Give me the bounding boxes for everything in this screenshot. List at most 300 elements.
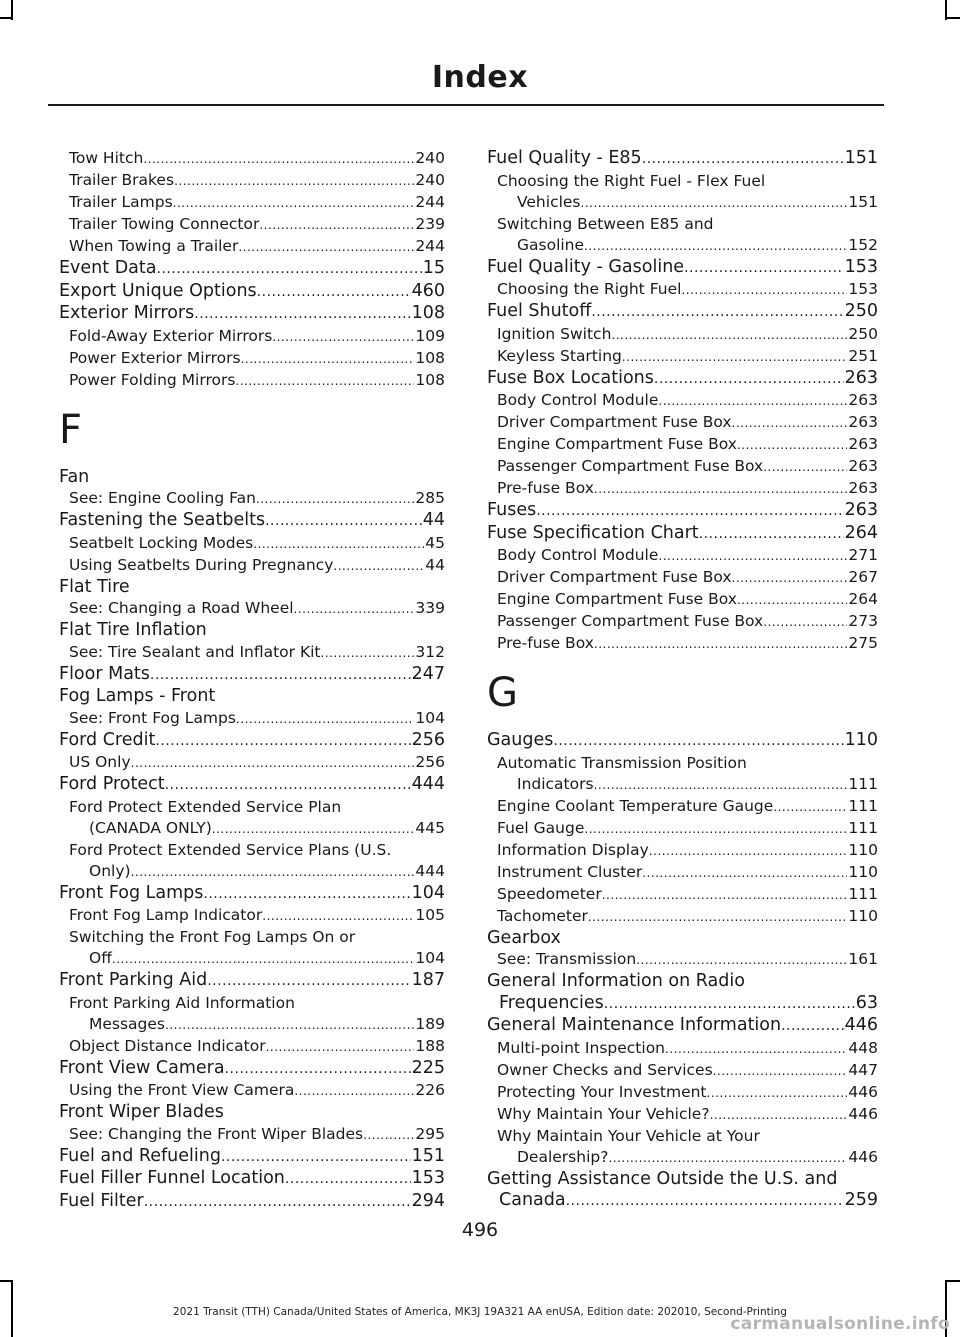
entry-page: 104 (411, 882, 445, 903)
entry-text: Engine Compartment Fuse Box (497, 590, 737, 608)
dot-leader (236, 708, 414, 730)
index-entry (487, 257, 878, 280)
page-number: 496 (461, 1219, 499, 1241)
index-subentry-continued (59, 818, 445, 840)
index-subentry (487, 346, 878, 368)
index-subentry (487, 456, 878, 478)
dot-leader (591, 301, 843, 324)
dot-leader (221, 1146, 411, 1169)
crop-mark (945, 1280, 960, 1282)
entry-text: Using the Front View Camera (69, 1081, 295, 1099)
entry-page: 250 (848, 324, 878, 343)
entry-text: Fuses (487, 500, 537, 520)
dot-leader (699, 523, 844, 546)
index-subentry-continued (487, 774, 878, 796)
entry-page: 104 (415, 949, 445, 967)
entry-page: 447 (848, 1060, 878, 1079)
entry-page: 256 (415, 753, 445, 771)
dot-leader (207, 970, 410, 993)
dot-leader (622, 346, 848, 368)
index-subentry (487, 884, 878, 906)
index-subentry (59, 1080, 445, 1102)
entry-page: 295 (415, 1124, 445, 1143)
entry-page: 44 (422, 510, 445, 530)
entry-page: 247 (411, 663, 445, 684)
entry-text: Engine Coolant Temperature Gauge (497, 796, 774, 815)
index-subentry: Ford Protect Extended Service Plan (69, 797, 342, 816)
index-entry (59, 730, 445, 753)
entry-page: 263 (844, 500, 878, 520)
entry-page: 444 (411, 774, 445, 794)
entry-page: 264 (848, 590, 878, 608)
entry-text: Driver Compartment Fuse Box (497, 413, 732, 431)
dot-leader (594, 633, 848, 655)
dot-leader (173, 192, 415, 214)
index-entry (59, 1146, 445, 1169)
index-subentry (59, 642, 445, 664)
crop-mark (0, 1280, 13, 1282)
entry-text: Tow Hitch (69, 149, 144, 167)
index-subentry (59, 192, 445, 214)
dot-leader (112, 948, 415, 970)
dot-leader (150, 664, 411, 687)
dot-leader (259, 214, 414, 236)
entry-text: Gasoline (517, 235, 585, 254)
entry-text: Choosing the Right Fuel (497, 280, 682, 298)
entry-text: Floor Mats (59, 663, 150, 684)
entry-text: General Maintenance Information (487, 1015, 782, 1035)
dot-leader (285, 1168, 411, 1191)
entry-text: See: Transmission (497, 950, 637, 968)
entry-text: Power Folding Mirrors (69, 370, 236, 389)
entry-text: Vehicles (517, 192, 581, 211)
entry-text: Engine Compartment Fuse Box (497, 435, 737, 453)
dot-leader (321, 642, 415, 664)
entry-page: 244 (415, 193, 445, 211)
entry-page: 110 (848, 840, 878, 859)
entry-text: See: Engine Cooling Fan (69, 489, 256, 507)
entry-text: Ford Protect (59, 774, 165, 794)
section-letter: G (487, 670, 518, 716)
index-entry: Getting Assistance Outside the U.S. and (487, 1168, 838, 1189)
dot-leader (665, 1038, 847, 1060)
entry-page: 263 (844, 367, 878, 388)
index-subentry: Switching Between E85 and (497, 214, 714, 233)
entry-text: Only) (89, 861, 131, 880)
index-subentry (487, 1104, 878, 1126)
entry-text: Using Seatbelts During Pregnancy (69, 555, 334, 574)
dot-leader (611, 324, 847, 346)
entry-text: See: Changing a Road Wheel (69, 599, 294, 617)
index-subentry: Why Maintain Your Vehicle at Your (497, 1126, 760, 1145)
index-subentry-continued (487, 192, 878, 214)
index-subentry (487, 434, 878, 456)
entry-page: 152 (848, 235, 878, 254)
entry-page: 105 (415, 906, 445, 924)
index-subentry (59, 170, 445, 192)
index-entry-continued (487, 1190, 878, 1213)
entry-page: 44 (425, 555, 445, 574)
entry-text: Canada (499, 1190, 566, 1210)
entry-text: Fuel Quality - Gasoline (487, 256, 685, 277)
dot-leader (294, 1080, 414, 1102)
dot-leader (156, 258, 421, 281)
entry-text: Frequencies (499, 992, 604, 1013)
index-subentry (487, 545, 878, 567)
entry-text: Tachometer (497, 906, 588, 925)
index-heading: Fan (59, 466, 90, 487)
entry-page: 251 (848, 346, 878, 365)
index-subentry (487, 589, 878, 611)
index-heading: Flat Tire (59, 576, 130, 597)
entry-page: 111 (848, 818, 878, 837)
entry-text: Seatbelt Locking Modes (69, 533, 254, 552)
entry-text: Indicators (517, 774, 594, 793)
entry-text: (CANADA ONLY) (89, 818, 212, 837)
dot-leader (238, 236, 414, 258)
index-subentry (59, 1124, 445, 1146)
index-subentry (487, 1038, 878, 1060)
entry-text: Passenger Compartment Fuse Box (497, 612, 764, 630)
entry-page: 446 (848, 1104, 878, 1123)
index-subentry (59, 1036, 445, 1058)
entry-page: 109 (415, 326, 445, 345)
index-subentry (487, 633, 878, 655)
entry-page: 285 (415, 489, 445, 507)
entry-text: Messages (89, 1014, 166, 1033)
index-entry (59, 883, 445, 906)
entry-page: 273 (848, 612, 878, 630)
dot-leader (773, 796, 847, 818)
index-subentry (487, 840, 878, 862)
entry-page: 110 (848, 862, 878, 881)
entry-page: 460 (411, 280, 445, 301)
dot-leader (294, 598, 415, 620)
dot-leader (684, 257, 844, 280)
index-subentry (487, 390, 878, 412)
index-entry (59, 774, 445, 797)
entry-page: 446 (848, 1082, 878, 1101)
entry-page: 108 (415, 370, 445, 389)
entry-page: 110 (844, 730, 878, 750)
index-subentry: Switching the Front Fog Lamps On or (69, 928, 356, 946)
entry-text: Body Control Module (497, 391, 659, 409)
entry-page: 256 (411, 729, 445, 750)
index-subentry (59, 370, 445, 392)
section-letter: F (59, 406, 83, 453)
dot-leader (602, 884, 848, 906)
dot-leader (584, 818, 847, 840)
index-subentry (487, 324, 878, 346)
index-entry: General Information on Radio (487, 971, 745, 991)
entry-text: Why Maintain Your Vehicle? (497, 1104, 710, 1123)
index-subentry (59, 905, 445, 927)
entry-page: 111 (848, 796, 878, 815)
index-subentry (59, 236, 445, 258)
entry-text: Fold-Away Exterior Mirrors (69, 326, 273, 345)
entry-text: Front Fog Lamps (59, 882, 204, 903)
entry-text: Body Control Module (497, 546, 659, 564)
dot-leader (649, 840, 848, 862)
dot-leader (658, 545, 847, 567)
entry-page: 108 (411, 303, 445, 323)
index-entry (59, 664, 445, 687)
header-rule (48, 104, 884, 106)
entry-text: Gauges (487, 730, 554, 750)
edition-footer: 2021 Transit (TTH) Canada/United States of America, MK3J 19A321 AA enUSA, Edition date: 202010, Second-Printing (173, 1306, 787, 1318)
entry-text: Object Distance Indicator (69, 1036, 266, 1055)
entry-text: When Towing a Trailer (69, 237, 239, 255)
dot-leader (131, 861, 415, 883)
dot-leader (608, 1147, 847, 1169)
entry-text: Event Data (59, 258, 157, 278)
dot-leader (658, 390, 847, 412)
index-subentry (59, 555, 445, 577)
index-subentry-continued (59, 861, 445, 883)
entry-text: Pre-fuse Box (497, 634, 594, 652)
index-subentry (487, 478, 878, 500)
dot-leader (174, 170, 414, 192)
index-subentry: Ford Protect Extended Service Plans (U.S. (69, 840, 392, 859)
dot-leader (581, 192, 848, 214)
entry-text: Fuse Specification Chart (487, 522, 699, 543)
index-subentry (59, 488, 445, 510)
entry-text: Exterior Mirrors (59, 303, 195, 323)
entry-text: Trailer Lamps (69, 193, 173, 211)
entry-text: Front Parking Aid (59, 970, 208, 990)
index-subentry: Automatic Transmission Position (497, 753, 747, 772)
index-subentry (59, 326, 445, 348)
entry-text: Fuel Filler Funnel Location (59, 1168, 285, 1188)
index-subentry (487, 412, 878, 434)
entry-page: 110 (848, 906, 878, 925)
entry-page: 187 (411, 970, 445, 990)
index-entry (59, 1191, 445, 1214)
index-entry (487, 148, 878, 171)
dot-leader (707, 1082, 848, 1104)
entry-page: 446 (848, 1147, 878, 1166)
index-entry (59, 510, 445, 533)
entry-page: 294 (411, 1190, 445, 1211)
dot-leader (732, 567, 848, 589)
dot-leader (225, 1058, 411, 1081)
index-entry (59, 281, 445, 304)
entry-page: 161 (848, 950, 878, 968)
entry-text: Trailer Towing Connector (69, 215, 260, 233)
index-subentry: Choosing the Right Fuel - Flex Fuel (497, 171, 766, 190)
index-subentry: Front Parking Aid Information (69, 993, 295, 1012)
entry-page: 63 (855, 992, 878, 1013)
dot-leader (333, 555, 424, 577)
entry-page: 448 (848, 1038, 878, 1057)
entry-text: See: Front Fog Lamps (69, 708, 236, 727)
dot-leader (737, 434, 847, 456)
dot-leader (143, 148, 414, 170)
index-heading: Flat Tire Inflation (59, 620, 207, 640)
dot-leader (165, 1014, 414, 1036)
index-heading: Gearbox (487, 927, 561, 948)
entry-text: See: Changing the Front Wiper Blades (69, 1124, 364, 1143)
entry-page: 267 (848, 568, 878, 586)
index-subentry (59, 214, 445, 236)
entry-page: 111 (848, 774, 878, 793)
entry-page: 45 (425, 533, 445, 552)
entry-page: 108 (415, 348, 445, 367)
index-subentry (487, 1082, 878, 1104)
watermark: carmanualsonline.info (730, 1314, 950, 1334)
index-heading: Fog Lamps - Front (59, 686, 216, 706)
entry-text: Owner Checks and Services (497, 1060, 713, 1079)
index-column-right (487, 148, 878, 1213)
index-subentry (59, 752, 445, 774)
dot-leader (594, 478, 848, 500)
index-entry (487, 730, 878, 753)
dot-leader (710, 1104, 848, 1126)
index-subentry (487, 949, 878, 971)
dot-leader (553, 730, 843, 753)
entry-text: Fuel Quality - E85 (487, 148, 642, 168)
entry-text: Speedometer (497, 884, 602, 903)
dot-leader (253, 533, 424, 555)
entry-page: 151 (411, 1145, 445, 1166)
index-subentry (59, 533, 445, 555)
entry-page: 264 (844, 522, 878, 543)
entry-text: Dealership? (517, 1147, 609, 1166)
entry-text: Passenger Compartment Fuse Box (497, 457, 764, 475)
dot-leader (642, 148, 844, 171)
dot-leader (212, 818, 415, 840)
dot-leader (654, 368, 844, 391)
dot-leader (642, 862, 847, 884)
entry-page: 188 (415, 1036, 445, 1055)
dot-leader (241, 348, 415, 370)
entry-page: 225 (411, 1057, 445, 1078)
entry-page: 151 (844, 148, 878, 168)
crop-mark (945, 17, 960, 19)
entry-page: 15 (422, 258, 445, 278)
entry-page: 153 (411, 1168, 445, 1188)
dot-leader (235, 370, 414, 392)
index-entry (487, 1015, 878, 1038)
index-subentry (487, 279, 878, 301)
entry-page: 263 (848, 435, 878, 453)
index-subentry (59, 708, 445, 730)
entry-text: Fuel Shutoff (487, 301, 592, 321)
index-subentry (487, 567, 878, 589)
entry-text: See: Tire Sealant and Inflator Kit (69, 642, 321, 661)
entry-page: 244 (415, 237, 445, 255)
entry-page: 271 (848, 546, 878, 564)
dot-leader (763, 611, 847, 633)
dot-leader (363, 1124, 414, 1146)
entry-text: Instrument Cluster (497, 862, 643, 881)
dot-leader (732, 412, 848, 434)
entry-page: 263 (848, 413, 878, 431)
dot-leader (272, 326, 414, 348)
index-subentry-continued (59, 948, 445, 970)
index-subentry (59, 598, 445, 620)
dot-leader (131, 752, 415, 774)
entry-page: 240 (415, 171, 445, 189)
entry-page: 189 (415, 1014, 445, 1033)
index-subentry (487, 818, 878, 840)
entry-text: Protecting Your Investment (497, 1082, 707, 1101)
index-entry (487, 500, 878, 523)
entry-text: Off (89, 949, 112, 967)
entry-text: Fuel Filter (59, 1190, 144, 1211)
index-entry (59, 1058, 445, 1081)
dot-leader (681, 279, 847, 301)
entry-text: Trailer Brakes (69, 171, 175, 189)
dot-leader (604, 993, 855, 1016)
index-entry (59, 258, 445, 281)
entry-text: Driver Compartment Fuse Box (497, 568, 732, 586)
index-entry (59, 1168, 445, 1191)
entry-page: 263 (848, 391, 878, 409)
index-subentry (487, 862, 878, 884)
entry-text: Export Unique Options (59, 280, 257, 301)
index-entry (59, 970, 445, 993)
index-entry (487, 368, 878, 391)
entry-page: 226 (415, 1081, 445, 1099)
index-subentry (59, 148, 445, 170)
entry-text: Ignition Switch (497, 324, 612, 343)
dot-leader (194, 303, 410, 326)
dot-leader (257, 281, 411, 304)
entry-page: 339 (415, 599, 445, 617)
dot-leader (155, 730, 410, 753)
entry-text: Power Exterior Mirrors (69, 348, 241, 367)
entry-text: Information Display (497, 840, 649, 859)
entry-page: 263 (848, 457, 878, 475)
entry-text: Fuse Box Locations (487, 367, 654, 388)
index-entry-continued (487, 993, 878, 1016)
dot-leader (781, 1015, 844, 1038)
entry-page: 111 (848, 884, 878, 903)
entry-text: Pre-fuse Box (497, 479, 594, 497)
dot-leader (636, 949, 847, 971)
dot-leader (536, 500, 843, 523)
page-title: Index (431, 60, 529, 95)
dot-leader (144, 1191, 411, 1214)
entry-text: US Only (69, 753, 131, 771)
entry-text: Multi-point Inspection (497, 1038, 665, 1057)
index-subentry (487, 1060, 878, 1082)
dot-leader (262, 905, 414, 927)
entry-page: 275 (848, 634, 878, 652)
index-subentry-continued (59, 1014, 445, 1036)
index-subentry (487, 906, 878, 928)
index-subentry (487, 611, 878, 633)
dot-leader (584, 235, 847, 257)
entry-text: Keyless Starting (497, 346, 622, 365)
index-subentry (487, 796, 878, 818)
dot-leader (588, 906, 848, 928)
dot-leader (566, 1190, 844, 1213)
entry-page: 239 (415, 215, 445, 233)
index-subentry-continued (487, 235, 878, 257)
dot-leader (165, 774, 411, 797)
entry-page: 312 (415, 642, 445, 661)
entry-page: 444 (415, 861, 445, 880)
entry-page: 250 (844, 301, 878, 321)
dot-leader (713, 1060, 848, 1082)
entry-page: 445 (415, 818, 445, 837)
dot-leader (265, 510, 422, 533)
index-entry (487, 301, 878, 324)
dot-leader (737, 589, 847, 611)
index-heading: Front Wiper Blades (59, 1102, 224, 1122)
